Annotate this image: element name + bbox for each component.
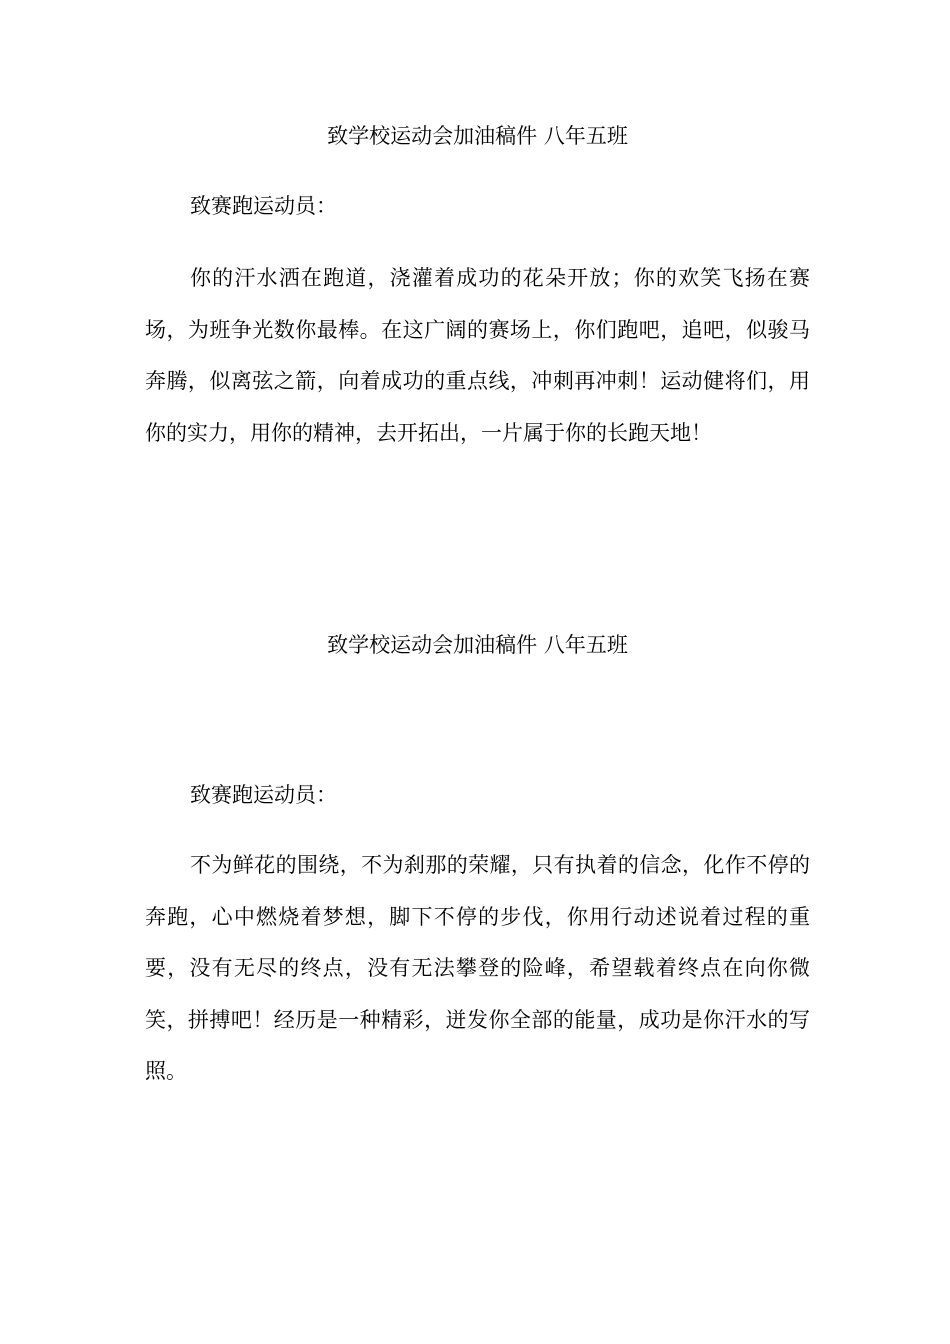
article-body: 不为鲜花的围绕，不为刹那的荣耀，只有执着的信念，化作不停的奔跑，心中燃烧着梦想，脚下不停的步伐，你用行动述说着过程的重要，没有无尽的终点，没有无法攀登的险峰，希望载着终点在向你微笑，拼搏吧！经历是一种精彩，迸发你全部的能量，成功是你汗水的写照。 (145, 853, 810, 1083)
cheer-article-2 (145, 631, 810, 1098)
article-greeting: 致赛跑运动员： (190, 194, 337, 218)
article-title: 致学校运动会加油稿件 八年五班 (327, 633, 628, 657)
article-body: 你的汗水洒在跑道，浇灌着成功的花朵开放；你的欢笑飞扬在赛场，为班争光数你最棒。在这广阔的赛场上，你们跑吧，追吧，似骏马奔腾，似离弦之箭，向着成功的重点线，冲刺再冲刺！运动健将们，用你的实力，用你的精神，去开拓出，一片属于你的长跑天地！ (145, 266, 810, 445)
article-greeting: 致赛跑运动员： (190, 783, 337, 807)
cheer-article-1 (145, 122, 810, 459)
article-title: 致学校运动会加油稿件 八年五班 (327, 124, 628, 148)
